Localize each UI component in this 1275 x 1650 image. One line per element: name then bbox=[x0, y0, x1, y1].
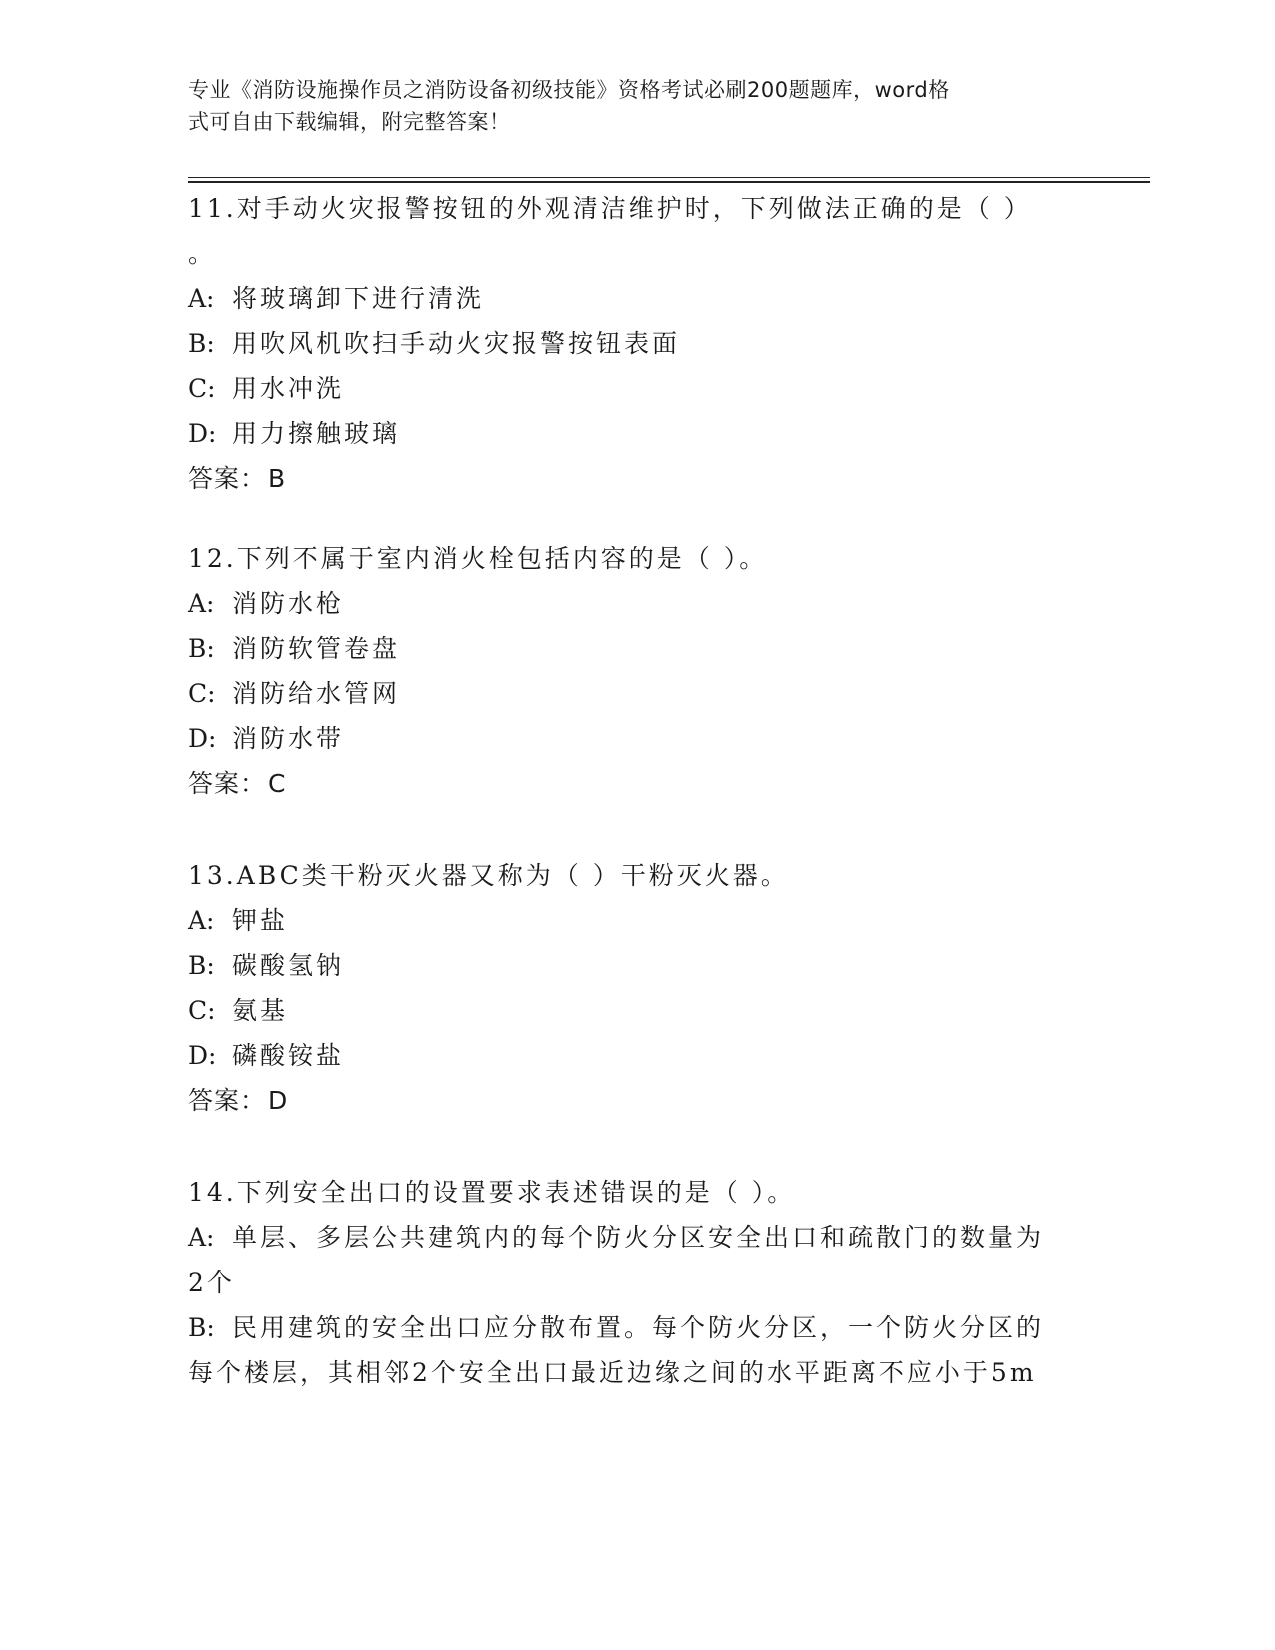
answer-line bbox=[188, 761, 1088, 806]
question-13 bbox=[188, 853, 1088, 1123]
option-text: 碳酸氢钠 bbox=[232, 951, 345, 980]
option-text: 钾盐 bbox=[232, 906, 289, 935]
option-b bbox=[188, 321, 1088, 366]
option-a-continuation: 2个 bbox=[188, 1268, 235, 1297]
question-stem: 14.下列安全出口的设置要求表述错误的是（ ）。 bbox=[188, 1178, 796, 1207]
option-text: 用水冲洗 bbox=[232, 374, 345, 403]
answer-value: D bbox=[268, 1086, 289, 1115]
option-text: 民用建筑的安全出口应分散布置。每个防火分区，一个防火分区的 bbox=[232, 1313, 1045, 1342]
option-letter: B: bbox=[188, 329, 215, 358]
option-d bbox=[188, 716, 1088, 761]
question-12 bbox=[188, 536, 1088, 806]
question-11 bbox=[188, 186, 1088, 501]
option-text: 用吹风机吹扫手动火灾报警按钮表面 bbox=[232, 329, 681, 358]
option-letter: D: bbox=[188, 724, 217, 753]
question-stem: 11.对手动火灾报警按钮的外观清洁维护时，下列做法正确的是（ ） bbox=[188, 194, 1032, 223]
header-divider-thick bbox=[188, 181, 1150, 183]
option-letter: C: bbox=[188, 996, 216, 1025]
option-a bbox=[188, 581, 1088, 626]
option-text: 将玻璃卸下进行清洗 bbox=[232, 284, 485, 313]
option-text: 磷酸铵盐 bbox=[232, 1041, 345, 1070]
option-letter: C: bbox=[188, 679, 216, 708]
option-letter: B: bbox=[188, 1313, 215, 1342]
option-a bbox=[188, 1215, 1088, 1260]
answer-label: 答案： bbox=[188, 464, 267, 493]
header-line-2: 式可自由下载编辑，附完整答案！ bbox=[188, 110, 511, 134]
question-stem-continuation: 。 bbox=[188, 239, 217, 268]
option-b bbox=[188, 626, 1088, 671]
option-letter: A: bbox=[188, 1223, 215, 1252]
option-c bbox=[188, 988, 1088, 1033]
option-text: 单层、多层公共建筑内的每个防火分区安全出口和疏散门的数量为 bbox=[232, 1223, 1045, 1252]
option-text: 消防水带 bbox=[232, 724, 345, 753]
option-text: 氨基 bbox=[232, 996, 289, 1025]
header-line-1: 专业《消防设施操作员之消防设备初级技能》资格考试必刷200题题库，word格 bbox=[188, 78, 950, 102]
answer-value: B bbox=[268, 464, 287, 493]
option-b-continuation: 每个楼层，其相邻2个安全出口最近边缘之间的水平距离不应小于5m bbox=[188, 1358, 1037, 1387]
answer-line bbox=[188, 456, 1088, 501]
option-letter: A: bbox=[188, 589, 215, 618]
option-letter: B: bbox=[188, 634, 215, 663]
option-text: 消防软管卷盘 bbox=[232, 634, 401, 663]
option-b bbox=[188, 943, 1088, 988]
option-d bbox=[188, 411, 1088, 456]
answer-label: 答案： bbox=[188, 769, 267, 798]
answer-label: 答案： bbox=[188, 1086, 267, 1115]
option-d bbox=[188, 1033, 1088, 1078]
question-stem: 12.下列不属于室内消火栓包括内容的是（ ）。 bbox=[188, 544, 768, 573]
option-letter: D: bbox=[188, 1041, 217, 1070]
option-a bbox=[188, 276, 1088, 321]
option-b bbox=[188, 1305, 1088, 1350]
option-letter: A: bbox=[188, 284, 215, 313]
option-a bbox=[188, 898, 1088, 943]
document-header bbox=[188, 74, 1068, 138]
question-14 bbox=[188, 1170, 1088, 1395]
header-divider-thin bbox=[188, 177, 1150, 178]
option-text: 用力擦触玻璃 bbox=[232, 419, 401, 448]
answer-line bbox=[188, 1078, 1088, 1123]
option-letter: C: bbox=[188, 374, 216, 403]
answer-value: C bbox=[268, 769, 287, 798]
option-letter: A: bbox=[188, 906, 215, 935]
option-c bbox=[188, 671, 1088, 716]
question-stem: 13.ABC类干粉灭火器又称为（ ）干粉灭火器。 bbox=[188, 861, 789, 890]
option-letter: D: bbox=[188, 419, 217, 448]
option-c bbox=[188, 366, 1088, 411]
option-letter: B: bbox=[188, 951, 215, 980]
option-text: 消防给水管网 bbox=[232, 679, 401, 708]
option-text: 消防水枪 bbox=[232, 589, 345, 618]
